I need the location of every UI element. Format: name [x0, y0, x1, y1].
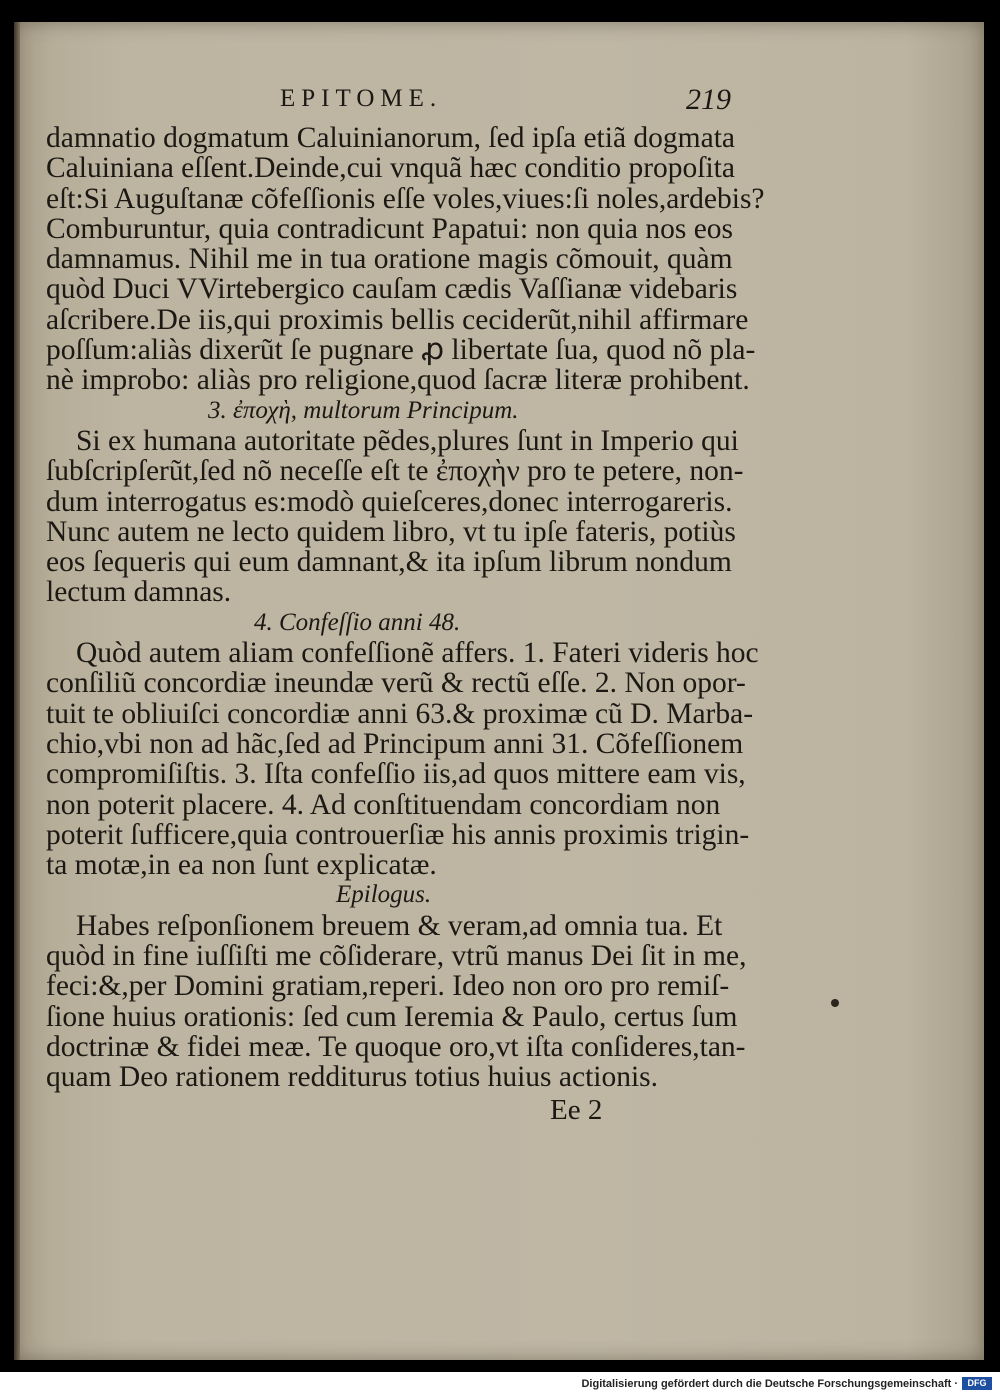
text-line: poterit ſufficere,quia controuerſiæ his annis proximis trigin-	[46, 818, 750, 851]
text-line: Si ex humana autoritate pẽdes,plures ſunt in Imperio qui	[76, 424, 739, 457]
section-heading: 4. Confeſſio anni 48.	[254, 608, 461, 636]
section-heading: Epilogus.	[336, 881, 432, 909]
page-number: 219	[686, 83, 731, 116]
text-line: damnamus. Nihil me in tua oratione magis cõmouit, quàm	[46, 243, 733, 276]
text-line: lectum damnas.	[46, 576, 232, 609]
text-line: quòd Duci VVirtebergico cauſam cædis Vaſſianæ videbaris	[46, 273, 738, 306]
text-line: doctrinæ & fidei meæ. Te quoque oro,vt iſta conſideres,tan-	[46, 1030, 746, 1063]
text-line: eſt:Si Auguſtanæ cõfeſſionis eſſe voles,viues:ſi noles,ardebis?	[46, 182, 765, 215]
text-line: non poterit placere. 4. Ad conſtituendam concordiam non	[46, 788, 721, 821]
text-line: Habes reſponſionem breuem & veram,ad omnia tua. Et	[76, 909, 723, 942]
running-head-title: EPITOME.	[280, 85, 443, 112]
text-line: ſione huius orationis: ſed cum Ieremia & Paulo, certus ſum	[46, 1000, 738, 1033]
text-line: tuit te obliuiſci concordiæ anni 63.& proximæ cũ D. Marba-	[46, 697, 754, 730]
section-heading: 3. ἐποχὴ, multorum Principum.	[208, 396, 519, 424]
text-line: damnatio dogmatum Caluinianorum, ſed ipſa etiã dogmata	[46, 122, 735, 154]
text-line: quòd in fine iuſſiſti me cõſiderare, vtrũ manus Dei ſit in me,	[46, 940, 747, 973]
text-line: conſiliũ concordiæ ineundæ verũ & rectũ eſſe. 2. Non opor-	[46, 667, 746, 700]
text-line: compromiſiſtis. 3. Iſta confeſſio iis,ad quos mittere eam vis,	[46, 758, 746, 791]
text-line: Nunc autem ne lecto quidem libro, vt tu ipſe fateris, potiùs	[46, 515, 736, 548]
text-line: Quòd autem aliam confeſſionẽ affers. 1. Fateri videris hoc	[76, 637, 759, 670]
running-head	[46, 77, 766, 123]
text-line: Caluiniana eſſent.Deinde,cui vnquã hæc conditio propoſita	[46, 152, 735, 185]
digitization-footer	[0, 1372, 1000, 1396]
text-line: ta motæ,in ea non ſunt explicatæ.	[46, 849, 437, 882]
text-line: poſſum:aliàs dixerũt ſe pugnare ꝓ libertate ſua, quod nõ pla-	[46, 334, 756, 367]
catchword-line	[46, 1093, 766, 1126]
catchword: Ee 2	[550, 1093, 603, 1126]
text-line: feci:&,per Domini gratiam,reperi. Ideo non oro pro remiſ-	[46, 970, 730, 1003]
text-line: dum interrogatus es:modò quieſceres,donec interrogareris.	[46, 485, 733, 518]
text-line: eos ſequeris qui eum damnant,& ita ipſum librum nondum	[46, 546, 732, 579]
text-line: nè improbo: aliàs pro religione,quod ſacræ literæ prohibent.	[46, 364, 750, 397]
footer-credit: Digitalisierung gefördert durch die Deutsche Forschungsgemeinschaft ·	[581, 1378, 958, 1390]
text-line: quam Deo rationem redditurus totius huius actionis.	[46, 1061, 659, 1094]
text-line: ſubſcripſerũt,ſed nõ neceſſe eſt te ἐποχὴν pro te petere, non-	[46, 455, 744, 488]
page-edge	[14, 22, 20, 1360]
text-line: aſcribere.De iis,qui proximis bellis ceciderũt,nihil affirmare	[46, 303, 749, 336]
dfg-logo-icon: DFG	[962, 1377, 992, 1390]
text-line: chio,vbi non ad hãc,ſed ad Principum anni 31. Cõfeſſionem	[46, 727, 744, 760]
body-text	[46, 123, 766, 1093]
text-block	[46, 77, 766, 1126]
book-page	[14, 22, 984, 1360]
ink-speck	[831, 999, 839, 1007]
text-line: Comburuntur, quia contradicunt Papatui: non quia nos eos	[46, 212, 734, 245]
